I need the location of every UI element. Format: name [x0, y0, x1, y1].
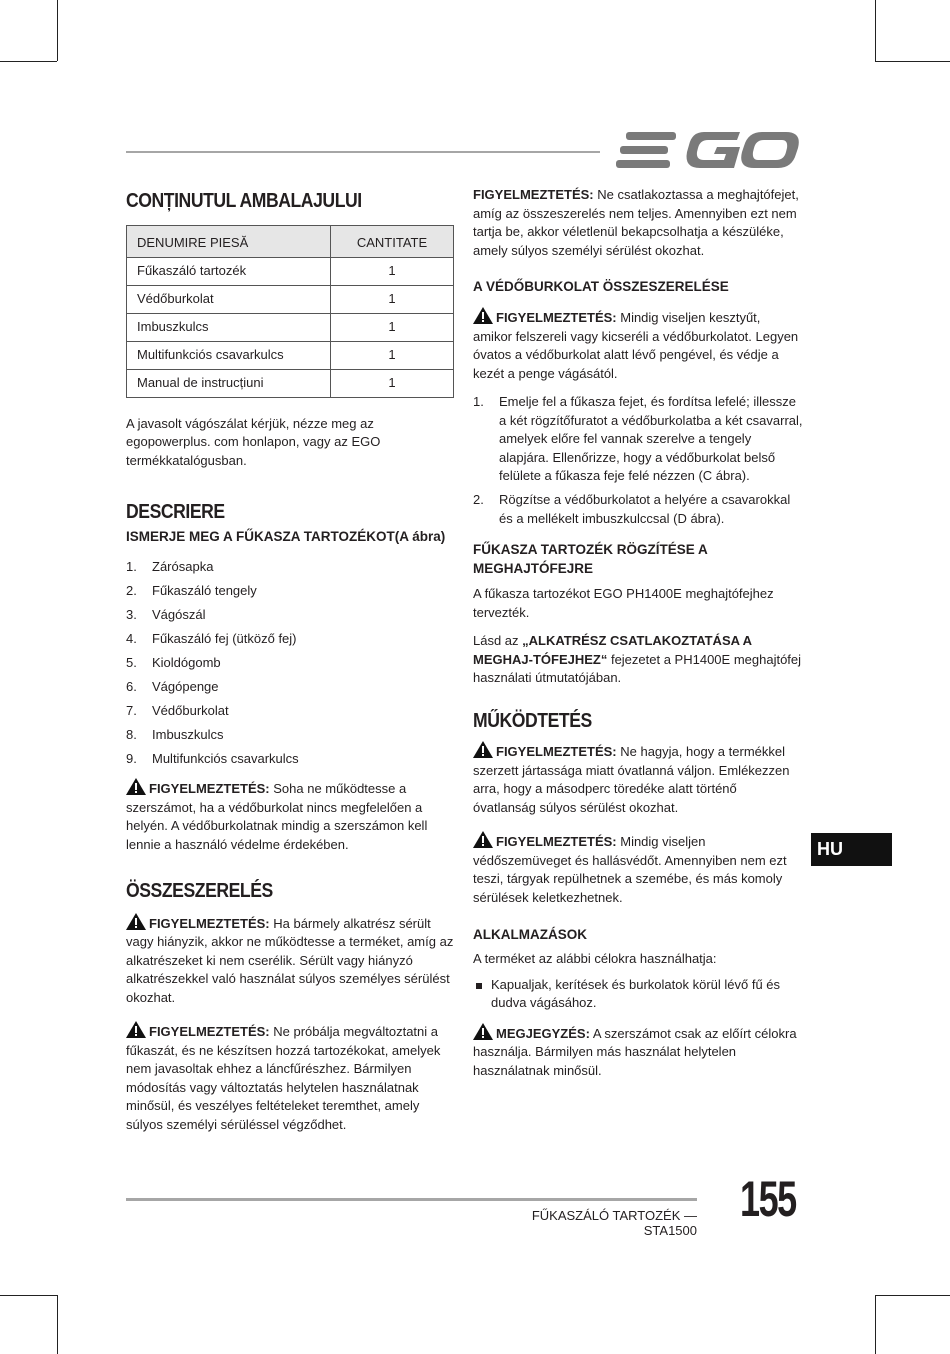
note-paragraph: MEGJEGYZÉS: A szerszámot csak az előírt célokra használja. Bármilyen más használat helytelen használatnak minősül.	[473, 1023, 803, 1081]
table-cell-qty: 1	[331, 285, 454, 313]
crop-mark	[57, 1295, 58, 1354]
list-item: 7. Védőburkolat	[126, 702, 229, 718]
ego-logo	[616, 128, 800, 172]
package-contents-table	[126, 225, 454, 398]
applications-title: ALKALMAZÁSOK	[473, 927, 587, 942]
warning-paragraph: FIGYELMEZTETÉS: Ne csatlakoztassa a meghajtófejet, amíg az összeszerelés nem teljes. Amennyiben ezt nem tartja be, akkor véletlenül bekapcsolhatja a készüléke, amely súlyos személyi sérülést okozhat.	[473, 187, 799, 258]
assembly-title: ÖSSZESZERELÉS	[126, 880, 273, 902]
warning-paragraph: FIGYELMEZTETÉS: Ne próbálja megváltoztatni a fűkaszát, és ne készítsen hozzá tartozékokat, amelyek nem javasoltak ehhez a láncfűrészhez. Bármilyen módosítás vagy változtatás helytelen használatnak minősül, és veszélyes feltételeket teremthet, amely súlyos személyi sérüléssel végződhet.	[126, 1021, 454, 1134]
operation-title: MŰKÖDTETÉS	[473, 709, 592, 732]
table-cell-part: Imbuszkulcs	[127, 313, 331, 341]
table-cell-qty: 1	[331, 313, 454, 341]
bullet-icon	[476, 983, 482, 989]
table-cell-part: Fűkaszáló tartozék	[127, 257, 331, 285]
crop-mark	[875, 1295, 876, 1354]
crop-mark	[875, 1295, 950, 1296]
list-item: 1. Emelje fel a fűkasza fejet, és fordítsa lefelé; illessze a két rögzítőfuratot a védőburkolatba a két csavarral, amelyek előre fel vannak szerelve a tengely alapjára. Ellenőrizze, hogy a védőburkolat belső felülete a fűkasza feje felé nézzen (C ábra).	[473, 394, 803, 483]
crop-mark	[875, 0, 876, 61]
crop-mark	[0, 61, 57, 62]
warning-icon	[473, 831, 493, 848]
table-row	[127, 369, 454, 397]
crop-mark	[0, 1295, 57, 1296]
table-cell-qty: 1	[331, 369, 454, 397]
applications-intro: A terméket az alábbi célokra használhatja:	[473, 951, 717, 966]
list-item: 1. Zárósapka	[126, 558, 214, 574]
warning-paragraph: FIGYELMEZTETÉS: Ne hagyja, hogy a termékkel szerzett jártassága miatt óvatlanná váljon. Emlékezzen arra, hogy a másodperc töredéke alatt történő óvatlanság súlyos sérülést okozhat.	[473, 741, 803, 817]
applications-list	[473, 976, 803, 1013]
crop-mark	[875, 61, 950, 62]
line-note: A javasolt vágószálat kérjük, nézze meg az egopowerplus. com honlapon, vagy az EGO termékkatalógusban.	[126, 415, 381, 468]
guard-assembly-title: A VÉDŐBURKOLAT ÖSSZESZERELÉSE	[473, 279, 729, 294]
warning-icon	[473, 307, 493, 324]
language-tab: HU	[811, 833, 892, 866]
list-item: 6. Vágópenge	[126, 678, 219, 694]
warning-paragraph: FIGYELMEZTETÉS: Mindig viseljen kesztyűt, amikor felszereli vagy kicseréli a védőburkolatot. Legyen óvatos a védőburkolat alatt lévő pengével, és védje a kezét a penge vágásától.	[473, 307, 803, 383]
guard-steps-list	[473, 393, 803, 528]
page-number: 155	[740, 1171, 796, 1227]
warning-icon	[126, 1021, 146, 1038]
table-header-part: DENUMIRE PIESĂ	[127, 225, 331, 257]
warning-icon	[126, 778, 146, 795]
description-subtitle: ISMERJE MEG A FŰKASZA TARTOZÉKOT(A ábra)	[126, 528, 446, 544]
attach-text: A fűkasza tartozékot EGO PH1400E meghajtófejhez tervezték.	[473, 586, 774, 620]
warning-icon	[473, 1023, 493, 1040]
list-item: 4. Fűkaszáló fej (ütköző fej)	[126, 630, 297, 646]
table-header-qty: CANTITATE	[331, 225, 454, 257]
footer-rule	[126, 1198, 697, 1201]
list-item: 2. Rögzítse a védőburkolatot a helyére a csavarokkal és a mellékelt imbuszkulccsal (D ábra).	[473, 492, 791, 526]
attach-reference: Lásd az „ALKATRÉSZ CSATLAKOZTATÁSA A MEGHAJ-TÓFEJHEZ“ fejezetet a PH1400E meghajtófej használati útmutatójában.	[473, 633, 802, 685]
table-row	[127, 257, 454, 285]
right-column	[473, 186, 803, 1080]
list-item: 2. Fűkaszáló tengely	[126, 582, 257, 598]
list-item: Kapualjak, kerítések és burkolatok körül lévő fű és dudva vágásához.	[473, 976, 803, 1013]
warning-icon	[473, 741, 493, 758]
attach-title: FŰKASZA TARTOZÉK RÖGZÍTÉSE A MEGHAJTÓFEJRE	[473, 542, 708, 576]
warning-paragraph: FIGYELMEZTETÉS: Soha ne működtesse a szerszámot, ha a védőburkolat nincs megfelelően a helyén. A védőburkolatnak mindig a szerszámon kell lennie a használó védelme érdekében.	[126, 778, 454, 854]
crop-mark	[57, 0, 58, 61]
table-row	[127, 285, 454, 313]
warning-paragraph: FIGYELMEZTETÉS: Ha bármely alkatrész sérült vagy hiányzik, akkor ne működtesse a terméket, amíg az alkatrészeket ki nem cserélik. Sérült vagy hiányzó alkatrészekkel való használat súlyos személyes sérülést okozhat.	[126, 913, 454, 1008]
header-rule	[126, 151, 600, 153]
list-item: 9. Multifunkciós csavarkulcs	[126, 750, 299, 766]
list-item: 8. Imbuszkulcs	[126, 726, 224, 742]
warning-paragraph: FIGYELMEZTETÉS: Mindig viseljen védőszemüveget és hallásvédőt. Amennyiben nem ezt teszi, tárgyak repülhetnek a szemébe, és más komoly sérülések keletkezhetnek.	[473, 831, 803, 907]
parts-list	[126, 558, 454, 769]
table-cell-part: Multifunkciós csavarkulcs	[127, 341, 331, 369]
table-header-row	[127, 225, 454, 257]
table-row	[127, 341, 454, 369]
description-title: DESCRIERE	[126, 501, 225, 523]
footer-title: FŰKASZÁLÓ TARTOZÉK — STA1500	[531, 1208, 697, 1238]
list-item: 3. Vágószál	[126, 606, 206, 622]
contents-title: CONȚINUTUL AMBALAJULUI	[126, 190, 362, 212]
table-cell-part: Manual de instrucțiuni	[127, 369, 331, 397]
table-cell-qty: 1	[331, 341, 454, 369]
table-row	[127, 313, 454, 341]
table-cell-qty: 1	[331, 257, 454, 285]
left-column	[126, 186, 454, 1134]
warning-icon	[126, 913, 146, 930]
list-item: 5. Kioldógomb	[126, 654, 221, 670]
table-cell-part: Védőburkolat	[127, 285, 331, 313]
